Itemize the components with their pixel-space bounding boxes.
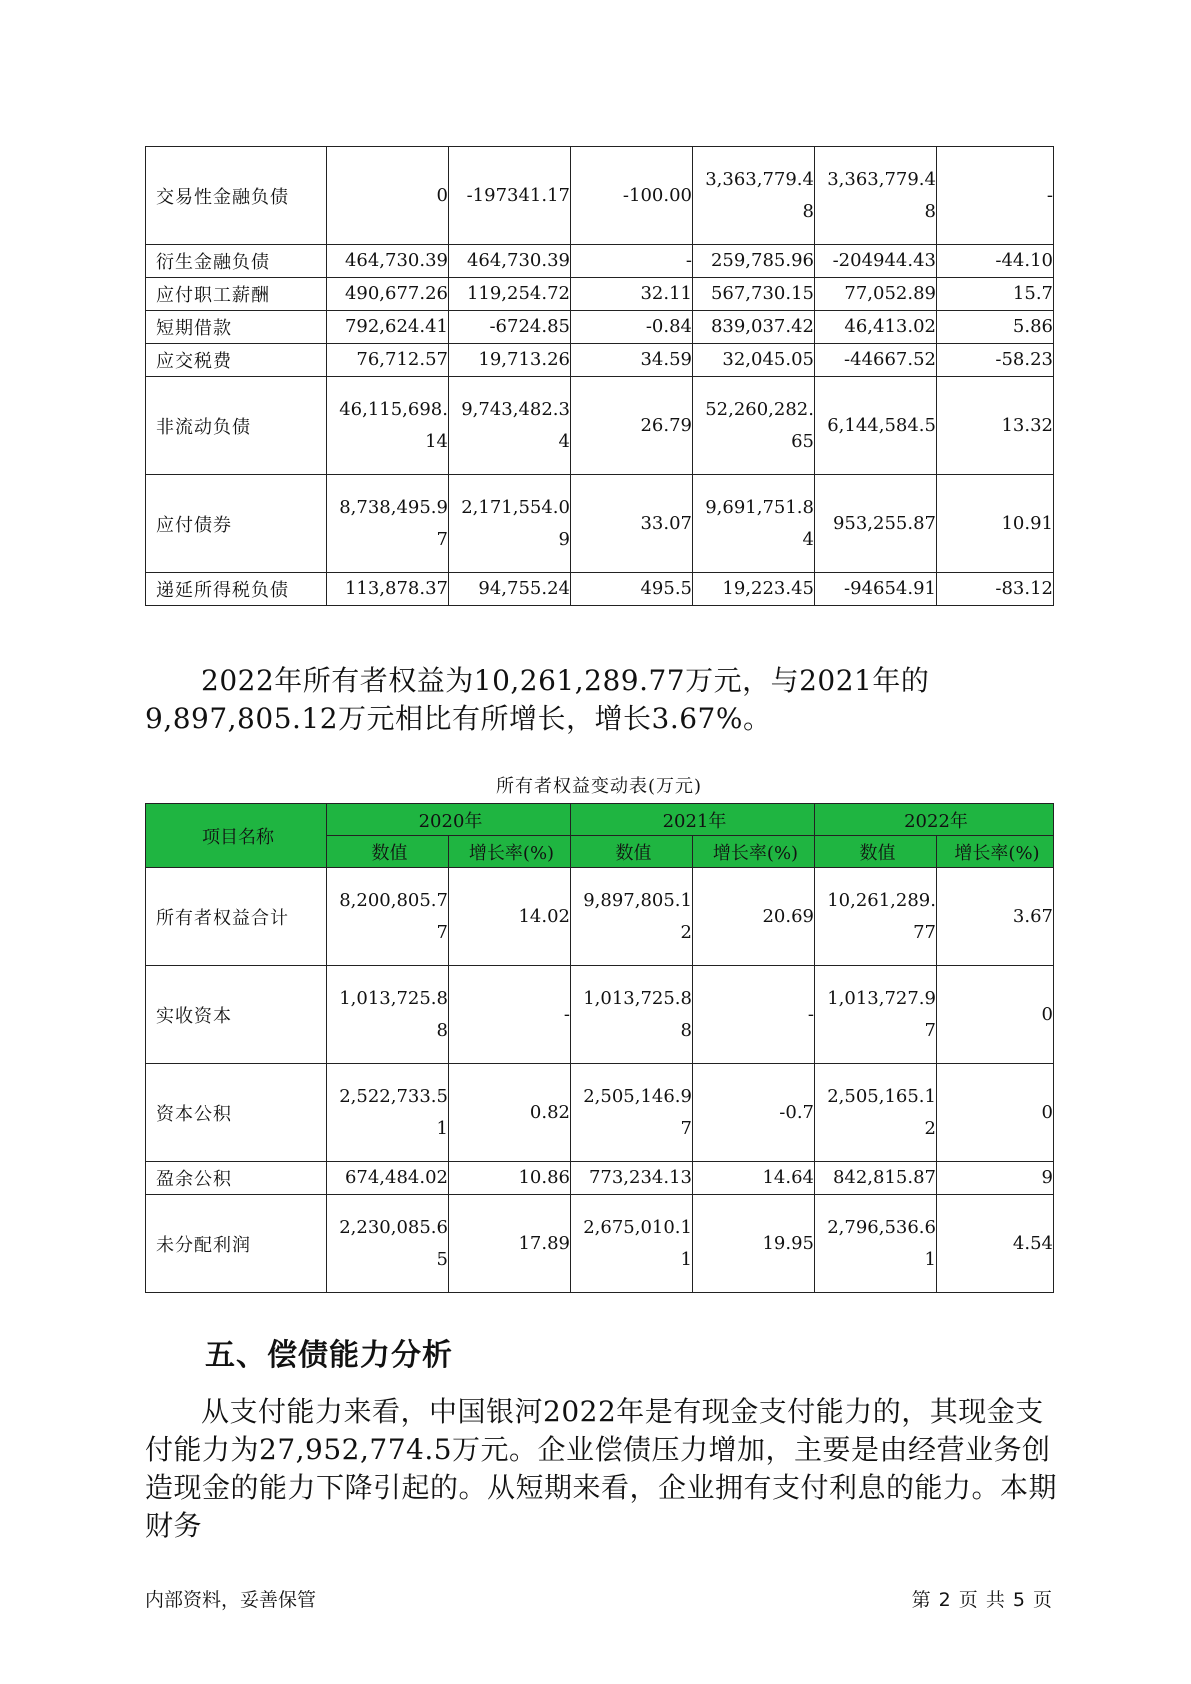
table-cell: 2,505,146.9 7 bbox=[571, 1064, 693, 1162]
header-value: 数值 bbox=[327, 836, 449, 868]
table-cell: 0 bbox=[327, 147, 449, 245]
row-name: 交易性金融负债 bbox=[146, 147, 327, 245]
table-cell: 8,738,495.9 7 bbox=[327, 475, 449, 573]
header-value: 数值 bbox=[815, 836, 937, 868]
table-cell: 2,505,165.1 2 bbox=[815, 1064, 937, 1162]
table-cell: 9,691,751.8 4 bbox=[693, 475, 815, 573]
table-cell: 76,712.57 bbox=[327, 344, 449, 377]
table-cell: 8,200,805.7 7 bbox=[327, 868, 449, 966]
table-cell: 3,363,779.4 8 bbox=[693, 147, 815, 245]
table-row bbox=[146, 278, 1054, 311]
table-row bbox=[146, 311, 1054, 344]
table-cell: 46,413.02 bbox=[815, 311, 937, 344]
table-cell: 4.54 bbox=[937, 1195, 1054, 1293]
equity-summary-paragraph: 2022年所有者权益为10,261,289.77万元，与2021年的9,897,805.12万元相比有所增长，增长3.67%。 bbox=[145, 664, 930, 735]
table-cell: 3,363,779.4 8 bbox=[815, 147, 937, 245]
table-cell: 19,713.26 bbox=[449, 344, 571, 377]
row-name: 衍生金融负债 bbox=[146, 245, 327, 278]
table-row bbox=[146, 1064, 1054, 1162]
row-name: 应交税费 bbox=[146, 344, 327, 377]
table-cell: 32,045.05 bbox=[693, 344, 815, 377]
header-item-name: 项目名称 bbox=[146, 804, 327, 868]
row-name: 应付职工薪酬 bbox=[146, 278, 327, 311]
table-row bbox=[146, 377, 1054, 475]
row-name: 非流动负债 bbox=[146, 377, 327, 475]
table-cell: 17.89 bbox=[449, 1195, 571, 1293]
table-cell: - bbox=[571, 245, 693, 278]
table-cell: -0.84 bbox=[571, 311, 693, 344]
table-cell: -44667.52 bbox=[815, 344, 937, 377]
table-cell: 10,261,289. 77 bbox=[815, 868, 937, 966]
header-year: 2020年 bbox=[327, 804, 571, 836]
table-cell: -204944.43 bbox=[815, 245, 937, 278]
table-cell: 0.82 bbox=[449, 1064, 571, 1162]
table-cell: 773,234.13 bbox=[571, 1162, 693, 1195]
table-cell: -0.7 bbox=[693, 1064, 815, 1162]
solvency-paragraph: 从支付能力来看，中国银河2022年是有现金支付能力的，其现金支付能力为27,952,774.5万元。企业偿债压力增加，主要是由经营业务创造现金的能力下降引起的。从短期来看，企业拥有支付利息的能力。本期财务 bbox=[145, 1395, 1058, 1542]
table-cell: 6,144,584.5 bbox=[815, 377, 937, 475]
table-cell: 10.91 bbox=[937, 475, 1054, 573]
table-cell: 113,878.37 bbox=[327, 573, 449, 606]
table-cell: 1,013,727.9 7 bbox=[815, 966, 937, 1064]
table-cell: 2,796,536.6 1 bbox=[815, 1195, 937, 1293]
liabilities-table bbox=[145, 146, 1054, 606]
table-cell: 14.64 bbox=[693, 1162, 815, 1195]
table-cell: 2,171,554.0 9 bbox=[449, 475, 571, 573]
table-cell: 2,522,733.5 1 bbox=[327, 1064, 449, 1162]
table-cell: 259,785.96 bbox=[693, 245, 815, 278]
table-row bbox=[146, 1162, 1054, 1195]
row-name: 所有者权益合计 bbox=[146, 868, 327, 966]
footer-confidential-note: 内部资料，妥善保管 bbox=[145, 1589, 317, 1611]
table-row bbox=[146, 868, 1054, 966]
header-growth: 增长率(%) bbox=[693, 836, 815, 868]
table-cell: 842,815.87 bbox=[815, 1162, 937, 1195]
table-cell: 9,743,482.3 4 bbox=[449, 377, 571, 475]
table-cell: -44.10 bbox=[937, 245, 1054, 278]
table-cell: 2,675,010.1 1 bbox=[571, 1195, 693, 1293]
table-cell: 3.67 bbox=[937, 868, 1054, 966]
table-cell: 26.79 bbox=[571, 377, 693, 475]
table-cell: 19,223.45 bbox=[693, 573, 815, 606]
table-row bbox=[146, 1195, 1054, 1293]
table-row bbox=[146, 344, 1054, 377]
table-cell: 464,730.39 bbox=[327, 245, 449, 278]
table-row bbox=[146, 966, 1054, 1064]
table-cell: -94654.91 bbox=[815, 573, 937, 606]
table-cell: 33.07 bbox=[571, 475, 693, 573]
table-cell: -6724.85 bbox=[449, 311, 571, 344]
table-cell: - bbox=[693, 966, 815, 1064]
table-header-row bbox=[146, 804, 1054, 836]
table-cell: 0 bbox=[937, 966, 1054, 1064]
table-cell: 464,730.39 bbox=[449, 245, 571, 278]
table-row bbox=[146, 147, 1054, 245]
row-name: 资本公积 bbox=[146, 1064, 327, 1162]
table-cell: 14.02 bbox=[449, 868, 571, 966]
row-name: 实收资本 bbox=[146, 966, 327, 1064]
row-name: 盈余公积 bbox=[146, 1162, 327, 1195]
table-cell: 32.11 bbox=[571, 278, 693, 311]
header-year: 2021年 bbox=[571, 804, 815, 836]
table-cell: 1,013,725.8 8 bbox=[571, 966, 693, 1064]
header-value: 数值 bbox=[571, 836, 693, 868]
table-row bbox=[146, 573, 1054, 606]
table-cell: 9 bbox=[937, 1162, 1054, 1195]
row-name: 递延所得税负债 bbox=[146, 573, 327, 606]
equity-table bbox=[145, 803, 1054, 1293]
table-cell: 119,254.72 bbox=[449, 278, 571, 311]
table-row bbox=[146, 245, 1054, 278]
row-name: 应付债券 bbox=[146, 475, 327, 573]
equity-table-caption: 所有者权益变动表(万元) bbox=[495, 776, 703, 797]
table-cell: 5.86 bbox=[937, 311, 1054, 344]
table-cell: 495.5 bbox=[571, 573, 693, 606]
header-growth: 增长率(%) bbox=[937, 836, 1054, 868]
table-cell: 52,260,282. 65 bbox=[693, 377, 815, 475]
table-cell: 953,255.87 bbox=[815, 475, 937, 573]
table-cell: -58.23 bbox=[937, 344, 1054, 377]
table-cell: 77,052.89 bbox=[815, 278, 937, 311]
table-cell: 0 bbox=[937, 1064, 1054, 1162]
table-cell: 1,013,725.8 8 bbox=[327, 966, 449, 1064]
row-name: 未分配利润 bbox=[146, 1195, 327, 1293]
header-year: 2022年 bbox=[815, 804, 1054, 836]
table-cell: - bbox=[937, 147, 1054, 245]
table-cell: 34.59 bbox=[571, 344, 693, 377]
table-cell: 490,677.26 bbox=[327, 278, 449, 311]
table-cell: 9,897,805.1 2 bbox=[571, 868, 693, 966]
table-cell: -83.12 bbox=[937, 573, 1054, 606]
table-cell: 94,755.24 bbox=[449, 573, 571, 606]
table-cell: 792,624.41 bbox=[327, 311, 449, 344]
table-cell: 13.32 bbox=[937, 377, 1054, 475]
table-cell: 839,037.42 bbox=[693, 311, 815, 344]
section-heading: 五、偿债能力分析 bbox=[205, 1338, 453, 1373]
table-cell: 567,730.15 bbox=[693, 278, 815, 311]
table-cell: 674,484.02 bbox=[327, 1162, 449, 1195]
row-name: 短期借款 bbox=[146, 311, 327, 344]
table-cell: 10.86 bbox=[449, 1162, 571, 1195]
header-growth: 增长率(%) bbox=[449, 836, 571, 868]
table-cell: 19.95 bbox=[693, 1195, 815, 1293]
table-cell: 15.7 bbox=[937, 278, 1054, 311]
table-cell: 46,115,698. 14 bbox=[327, 377, 449, 475]
table-cell: -197341.17 bbox=[449, 147, 571, 245]
page-number: 第 2 页 共 5 页 bbox=[911, 1589, 1053, 1611]
table-cell: 20.69 bbox=[693, 868, 815, 966]
table-cell: 2,230,085.6 5 bbox=[327, 1195, 449, 1293]
table-cell: -100.00 bbox=[571, 147, 693, 245]
table-row bbox=[146, 475, 1054, 573]
table-cell: - bbox=[449, 966, 571, 1064]
